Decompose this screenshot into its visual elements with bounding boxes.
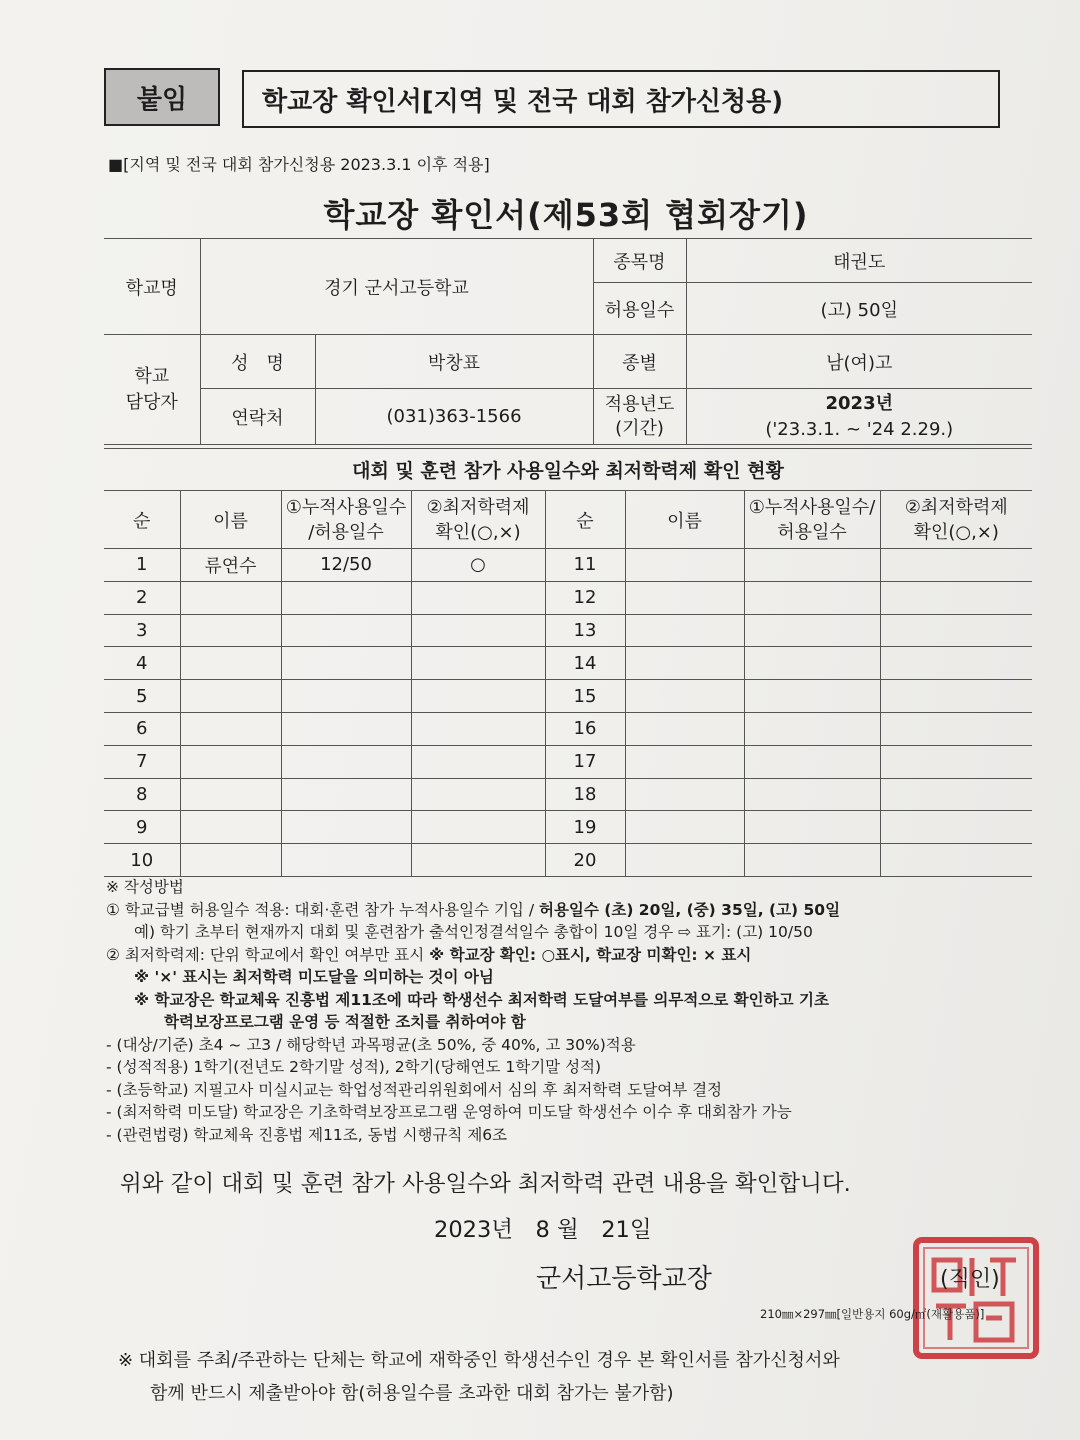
row-check <box>411 811 545 844</box>
usage-section-title: 대회 및 훈련 참가 사용일수와 최저학력제 확인 현황 <box>104 449 1032 491</box>
school-info-table <box>104 238 1032 445</box>
row-seq: 1 <box>104 549 180 582</box>
row-name <box>180 745 281 778</box>
row-used-2 <box>744 778 880 811</box>
year-label: 적용년도 (기간) <box>593 389 686 445</box>
row-name-2 <box>625 844 744 877</box>
row-check <box>411 581 545 614</box>
row-seq-2: 19 <box>545 811 625 844</box>
row-check-2 <box>880 581 1032 614</box>
row-name-2 <box>625 680 744 713</box>
row-check <box>411 778 545 811</box>
detail-2: - (성적적용) 1학기(전년도 2학기말 성적), 2학기(당해연도 1학기말 성적) <box>106 1058 602 1076</box>
note-1-text: ① 학교급별 허용일수 적용: 대회·훈련 참가 누적사용일수 기입 / <box>106 900 539 919</box>
submission-note-line2: 함께 반드시 제출받아야 함(허용일수를 초과한 대회 참가는 불가함) <box>150 1383 674 1404</box>
table-row <box>104 844 1032 877</box>
note-2-bold: ※ 학교장 확인: ○표시, 학교장 미확인: × 표시 <box>429 945 752 964</box>
event-label: 종목명 <box>593 239 686 283</box>
table-row <box>104 745 1032 778</box>
row-seq: 6 <box>104 712 180 745</box>
table-row <box>104 712 1032 745</box>
row-name-2 <box>625 745 744 778</box>
note-2 <box>106 944 1046 967</box>
detail-1: - (대상/기준) 초4 ~ 고3 / 해당학년 과목평균(초 50%, 중 40%, 고 30%)적용 <box>106 1035 636 1054</box>
row-check-2 <box>880 712 1032 745</box>
row-seq-2: 11 <box>545 549 625 582</box>
category-label: 종별 <box>593 335 686 389</box>
seal-label: (직인) <box>940 1267 1000 1292</box>
issue-date: 2023년 8 월 21일 <box>434 1217 652 1243</box>
manager-name-value: 박창표 <box>315 335 593 389</box>
table-row <box>104 778 1032 811</box>
row-check <box>411 647 545 680</box>
row-check <box>411 844 545 877</box>
manager-label: 학교 담당자 <box>104 335 200 445</box>
row-name-2 <box>625 614 744 647</box>
row-check-2 <box>880 778 1032 811</box>
main-title: 학교장 확인서(제53회 협회장기) <box>323 196 809 234</box>
table-row <box>104 581 1032 614</box>
applicability-note: ■[지역 및 전국 대회 참가신청용 2023.3.1 이후 적용] <box>108 155 490 174</box>
row-used <box>281 712 411 745</box>
table-row <box>104 549 1032 582</box>
row-used-2 <box>744 680 880 713</box>
row-used-2 <box>744 614 880 647</box>
row-check-2 <box>880 614 1032 647</box>
row-used <box>281 614 411 647</box>
row-used-2 <box>744 745 880 778</box>
table-row <box>104 647 1032 680</box>
paper-spec: 210㎜×297㎜[일반용지 60g/㎡(재활용품)] <box>760 1307 985 1321</box>
row-name-2 <box>625 811 744 844</box>
note-1-bold: 허용일수 (초) 20일, (중) 35일, (고) 50일 <box>538 900 841 919</box>
year-cell <box>686 389 1032 445</box>
instructions <box>106 876 1046 1146</box>
row-seq: 9 <box>104 811 180 844</box>
row-name-2 <box>625 712 744 745</box>
row-used <box>281 581 411 614</box>
note-3: ※ '×' 표시는 최저학력 미도달을 의미하는 것이 아님 <box>134 968 494 986</box>
row-used-2 <box>744 647 880 680</box>
row-name-2 <box>625 778 744 811</box>
row-seq-2: 20 <box>545 844 625 877</box>
row-name <box>180 712 281 745</box>
row-name <box>180 647 281 680</box>
note-1 <box>106 899 1046 922</box>
table-row <box>104 811 1032 844</box>
detail-4: - (최저학력 미도달) 학교장은 기초학력보장프로그램 운영하여 미도달 학생선수 이수 후 대회참가 가능 <box>106 1103 792 1121</box>
row-used <box>281 745 411 778</box>
row-name <box>180 614 281 647</box>
row-check-2 <box>880 549 1032 582</box>
row-seq: 2 <box>104 581 180 614</box>
allowed-days-value: (고) 50일 <box>686 283 1032 335</box>
contact-label: 연락처 <box>200 389 315 445</box>
row-seq-2: 14 <box>545 647 625 680</box>
submission-note-line1: ※ 대회를 주최/주관하는 단체는 학교에 재학중인 학생선수인 경우 본 확인서를 참가신청서와 <box>118 1350 840 1371</box>
row-name: 류연수 <box>180 549 281 582</box>
detail-5: - (관련법령) 학교체육 진흥법 제11조, 동법 시행규칙 제6조 <box>106 1125 508 1144</box>
row-seq: 3 <box>104 614 180 647</box>
official-seal-icon <box>910 1234 1042 1362</box>
row-seq-2: 15 <box>545 680 625 713</box>
row-name <box>180 778 281 811</box>
col-seq: 순 <box>104 491 180 549</box>
row-used <box>281 778 411 811</box>
row-check-2 <box>880 811 1032 844</box>
row-name-2 <box>625 549 744 582</box>
header-title-box <box>242 70 1000 128</box>
row-check-2 <box>880 647 1032 680</box>
row-check <box>411 680 545 713</box>
col-name: 이름 <box>180 491 281 549</box>
table-row <box>104 614 1032 647</box>
attachment-tag-text: 붙임 <box>136 84 188 115</box>
note-4: ※ 학교장은 학교체육 진흥법 제11조에 따라 학생선수 최저학력 도달여부를 의무적으로 확인하고 기초 <box>134 990 829 1009</box>
principal-name: 군서고등학교장 <box>536 1264 712 1294</box>
note-2-text: ② 최저학력제: 단위 학교에서 확인 여부만 표시 <box>106 945 430 964</box>
instructions-heading: ※ 작성방법 <box>106 878 184 896</box>
row-used-2 <box>744 811 880 844</box>
row-used-2 <box>744 581 880 614</box>
row-name-2 <box>625 647 744 680</box>
contact-value: (031)363-1566 <box>315 389 593 445</box>
event-value: 태권도 <box>686 239 1032 283</box>
row-used: 12/50 <box>281 549 411 582</box>
row-seq-2: 16 <box>545 712 625 745</box>
row-check <box>411 614 545 647</box>
row-used-2 <box>744 549 880 582</box>
usage-table <box>104 448 1032 877</box>
note-4-cont: 학력보장프로그램 운영 등 적절한 조치를 취하여야 함 <box>164 1013 526 1031</box>
col-name-2: 이름 <box>625 491 744 549</box>
row-seq: 10 <box>104 844 180 877</box>
school-name-label: 학교명 <box>104 239 200 335</box>
category-value: 남(여)고 <box>686 335 1032 389</box>
row-seq: 8 <box>104 778 180 811</box>
note-1-example: 예) 학기 초부터 현재까지 대회 및 훈련참가 출석인정결석일수 총합이 10일 경우 ⇨ 표기: (고) 10/50 <box>134 923 813 941</box>
row-seq-2: 18 <box>545 778 625 811</box>
col-used-2: ①누적사용일수/ 허용일수 <box>744 491 880 549</box>
row-seq-2: 13 <box>545 614 625 647</box>
col-check: ②최저학력제 확인(○,×) <box>411 491 545 549</box>
attachment-tag <box>104 68 220 126</box>
row-used <box>281 647 411 680</box>
row-name <box>180 680 281 713</box>
col-check-2: ②최저학력제 확인(○,×) <box>880 491 1032 549</box>
col-seq-2: 순 <box>545 491 625 549</box>
row-name <box>180 811 281 844</box>
row-seq-2: 17 <box>545 745 625 778</box>
submission-note <box>118 1344 840 1410</box>
col-used: ①누적사용일수 /허용일수 <box>281 491 411 549</box>
row-seq-2: 12 <box>545 581 625 614</box>
allowed-days-label: 허용일수 <box>593 283 686 335</box>
row-used-2 <box>744 844 880 877</box>
table-row <box>104 680 1032 713</box>
row-check <box>411 745 545 778</box>
row-name <box>180 581 281 614</box>
row-check-2 <box>880 680 1032 713</box>
row-used <box>281 844 411 877</box>
row-seq: 5 <box>104 680 180 713</box>
row-check-2 <box>880 745 1032 778</box>
row-seq: 4 <box>104 647 180 680</box>
year-value: 2023년 <box>825 392 893 414</box>
header-title: 학교장 확인서[지역 및 전국 대회 참가신청용) <box>262 86 784 117</box>
school-name-value: 경기 군서고등학교 <box>200 239 593 335</box>
row-used <box>281 811 411 844</box>
row-check-2 <box>880 844 1032 877</box>
row-used-2 <box>744 712 880 745</box>
row-check: ○ <box>411 549 545 582</box>
manager-name-label: 성 명 <box>200 335 315 389</box>
row-check <box>411 712 545 745</box>
row-seq: 7 <box>104 745 180 778</box>
detail-3: - (초등학교) 지필고사 미실시교는 학업성적관리위원회에서 심의 후 최저학력 도달여부 결정 <box>106 1080 723 1099</box>
row-used <box>281 680 411 713</box>
period-value: ('23.3.1. ~ '24 2.29.) <box>765 418 954 440</box>
confirmation-statement: 위와 같이 대회 및 훈련 참가 사용일수와 최저학력 관련 내용을 확인합니다. <box>120 1171 851 1197</box>
row-name-2 <box>625 581 744 614</box>
row-name <box>180 844 281 877</box>
